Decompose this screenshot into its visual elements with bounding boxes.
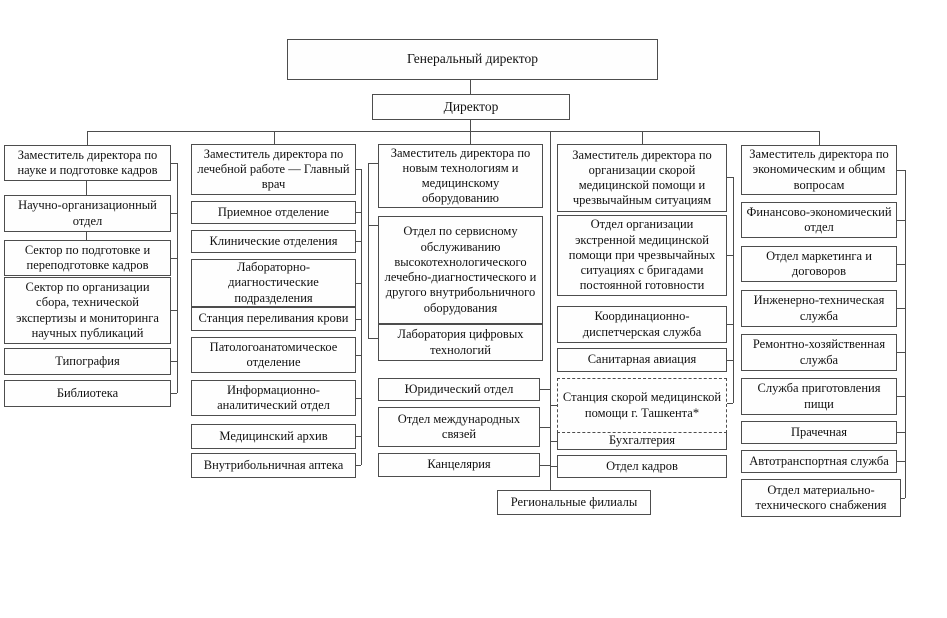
- box-chancellery: Канцелярия: [378, 453, 540, 477]
- box-digital-lab: Лаборатория цифровых технологий: [378, 324, 543, 361]
- connector-line: [177, 163, 178, 393]
- box-training-sector: Сектор по подготовке и переподготовке кадров: [4, 240, 171, 276]
- box-air-ambulance: Санитарная авиация: [557, 348, 727, 372]
- connector-line: [819, 131, 820, 145]
- box-deputy-economics-head: Заместитель директора по экономическим и общим вопросам: [741, 145, 897, 195]
- box-finance-dept: Финансово-экономический отдел: [741, 202, 897, 238]
- connector-line: [897, 308, 905, 309]
- connector-line: [470, 120, 471, 131]
- connector-line: [550, 466, 557, 467]
- box-transport-service: Автотранспортная служба: [741, 450, 897, 473]
- box-international-dept: Отдел международных связей: [378, 407, 540, 447]
- box-deputy-medical-head: Заместитель директора по лечебной работе — Главный врач: [191, 144, 356, 195]
- connector-line: [727, 403, 733, 404]
- connector-line: [540, 465, 550, 466]
- connector-line: [470, 131, 471, 144]
- connector-line: [171, 258, 177, 259]
- connector-line: [470, 80, 471, 94]
- box-regional-branches: Региональные филиалы: [497, 490, 651, 515]
- box-hospital-pharmacy: Внутрибольничная аптека: [191, 453, 356, 478]
- box-accounting: Бухгалтерия: [557, 433, 727, 450]
- connector-line: [642, 131, 643, 144]
- box-medical-archive: Медицинский архив: [191, 424, 356, 449]
- box-clinical-depts: Клинические отделения: [191, 230, 356, 253]
- box-equipment-service: Отдел по сервисному обслуживанию высокотехнологического лечебно-диагностического и другого внутрибольничного оборудования: [378, 216, 543, 324]
- box-general-director: Генеральный директор: [287, 39, 658, 80]
- connector-line: [897, 264, 905, 265]
- box-deputy-technology-head: Заместитель директора по новым технологиям и медицинскому оборудованию: [378, 144, 543, 208]
- connector-line: [361, 169, 362, 465]
- box-dispatch-service: Координационно-диспетчерская служба: [557, 306, 727, 343]
- connector-line: [87, 131, 820, 132]
- connector-line: [550, 405, 557, 406]
- connector-line: [86, 181, 87, 195]
- connector-line: [368, 163, 369, 338]
- connector-line: [356, 212, 361, 213]
- connector-line: [897, 432, 905, 433]
- connector-line: [356, 241, 361, 242]
- connector-line: [540, 427, 550, 428]
- connector-line: [540, 389, 550, 390]
- box-laundry: Прачечная: [741, 421, 897, 444]
- box-printing-house: Типография: [4, 348, 171, 375]
- box-publications-sector: Сектор по организации сбора, технической экспертизы и мониторинга научных публикаций: [4, 277, 171, 344]
- box-catering-service: Служба приготовления пищи: [741, 378, 897, 415]
- connector-line: [368, 338, 378, 339]
- box-logistics-dept: Отдел материально-технического снабжения: [741, 479, 901, 517]
- box-admissions: Приемное отделение: [191, 201, 356, 224]
- connector-line: [727, 255, 733, 256]
- box-director: Директор: [372, 94, 570, 120]
- connector-line: [897, 396, 905, 397]
- connector-line: [550, 131, 551, 490]
- connector-line: [356, 465, 361, 466]
- connector-line: [171, 361, 177, 362]
- connector-line: [356, 398, 361, 399]
- connector-line: [897, 461, 905, 462]
- connector-line: [897, 170, 905, 171]
- box-tashkent-ambulance-station: Станция скорой медицинской помощи г. Ташкента*: [557, 378, 727, 433]
- connector-line: [356, 319, 361, 320]
- connector-line: [901, 498, 905, 499]
- connector-line: [356, 169, 361, 170]
- box-pathology: Патологоанатомическое отделение: [191, 337, 356, 373]
- box-deputy-emergency-head: Заместитель директора по организации скорой медицинской помощи и чрезвычайным ситуациям: [557, 144, 727, 212]
- box-hr-dept: Отдел кадров: [557, 455, 727, 478]
- box-engineering-service: Инженерно-техническая служба: [741, 290, 897, 327]
- connector-line: [274, 131, 275, 144]
- connector-line: [727, 324, 733, 325]
- connector-line: [171, 163, 177, 164]
- connector-line: [727, 177, 733, 178]
- box-emergency-care-dept: Отдел организации экстренной медицинской помощи при чрезвычайных ситуациях с бригадами постоянной готовности: [557, 215, 727, 296]
- box-info-analytics: Информационно-аналитический отдел: [191, 380, 356, 416]
- connector-line: [368, 163, 378, 164]
- box-library: Библиотека: [4, 380, 171, 407]
- box-blood-transfusion: Станция переливания крови: [191, 307, 356, 331]
- box-legal-dept: Юридический отдел: [378, 378, 540, 401]
- connector-line: [356, 283, 361, 284]
- box-lab-diagnostics: Лабораторно-диагностические подразделения: [191, 259, 356, 307]
- connector-line: [171, 393, 177, 394]
- connector-line: [86, 232, 87, 240]
- connector-line: [171, 310, 177, 311]
- connector-line: [727, 360, 733, 361]
- connector-line: [905, 170, 906, 498]
- connector-line: [550, 441, 557, 442]
- connector-line: [356, 355, 361, 356]
- box-deputy-science-head: Заместитель директора по науке и подготовке кадров: [4, 145, 171, 181]
- box-science-org-dept: Научно-организационный отдел: [4, 195, 171, 232]
- connector-line: [171, 213, 177, 214]
- box-maintenance-service: Ремонтно-хозяйственная служба: [741, 334, 897, 371]
- box-marketing-dept: Отдел маркетинга и договоров: [741, 246, 897, 282]
- connector-line: [87, 131, 88, 145]
- connector-line: [356, 436, 361, 437]
- connector-line: [733, 177, 734, 403]
- connector-line: [368, 225, 378, 226]
- connector-line: [897, 220, 905, 221]
- connector-line: [897, 352, 905, 353]
